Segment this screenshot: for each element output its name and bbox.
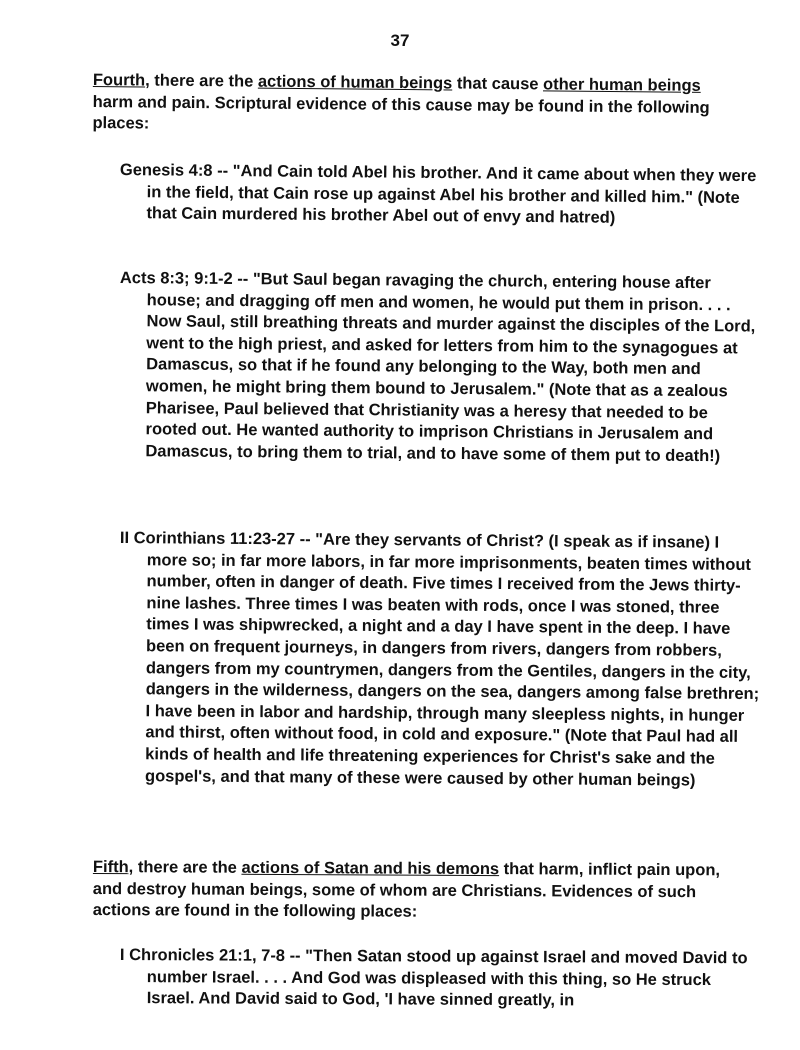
fourth-text-2: that cause: [452, 74, 544, 94]
fourth-underline-2: other human beings: [542, 75, 701, 95]
fifth-heading: Fifth: [92, 858, 129, 877]
page-number: 37: [390, 31, 410, 50]
corinthians-quote: II Corinthians 11:23-27 -- "Are they servants of Christ? (I speak as if insane) I more so; in far more labors, in far more imprisonments, beaten times without number, often in danger of death. Five times I received from the Jews thirty-nine lashes. Three times I was beaten with rods, once I was stoned, three times I was shipwrecked, a night and a day I have spent in the deep. I have been on frequent journeys, in dangers from rivers, dangers from robbers, dangers from my countrymen, dangers from the Gentiles, dangers in the city, dangers in the wilderness, dangers on the sea, dangers among false brethren; I have been in labor and hardship, through many sleepless nights, in hunger and thirst, often without food, in cold and exposure." (Note that Paul had all kinds of health and life threatening experiences for Christ's sake and the gospel's, and that many of these were caused by other human beings): [119, 528, 760, 790]
genesis-quote: Genesis 4:8 -- "And Cain told Abel his brother. And it came about when they were in the field, that Cain rose up against Abel his brother and killed him." (Note that Cain murdered his brother Abel out of envy and hatred): [119, 160, 757, 227]
fourth-text-3: harm and pain. Scriptural evidence of this cause may be found in the following places:: [92, 92, 710, 133]
fifth-cause-paragraph: [93, 857, 733, 925]
fourth-cause-paragraph: [92, 70, 733, 141]
fourth-underline-1: actions of human beings: [257, 72, 453, 93]
fifth-text-1: , there are the: [128, 858, 242, 877]
fifth-underline-1: actions of Satan and his demons: [241, 858, 500, 879]
fourth-heading: Fourth: [92, 70, 146, 90]
acts-quote: Acts 8:3; 9:1-2 -- "But Saul began ravaging the church, entering house after house; and dragging off men and women, he would put them in prison. . . . Now Saul, still breathing threats and murder against the disciples of the Lord, went to the high priest, and asked for letters from him to the synagogues at Damascus, so that if he found any belonging to the Way, both men and women, he might bring them bound to Jerusalem." (Note that as a zealous Pharisee, Paul believed that Christianity was a heresy that needed to be rooted out. He wanted authority to imprison Christians in Jerusalem and Damascus, to bring them to trial, and to have some of them put to death!): [119, 268, 756, 465]
fourth-text-1: , there are the: [145, 71, 259, 91]
fifth-text-2: that harm, inflict pain upon, and destroy human beings, some of whom are Christians. Evidences of such actions are found in the following places:: [92, 860, 721, 921]
chronicles-quote: I Chronicles 21:1, 7-8 -- "Then Satan stood up against Israel and moved David to number Israel. . . . And God was displeased with this thing, so He struck Israel. And David said to God, 'I have sinned greatly, in: [119, 946, 748, 1010]
